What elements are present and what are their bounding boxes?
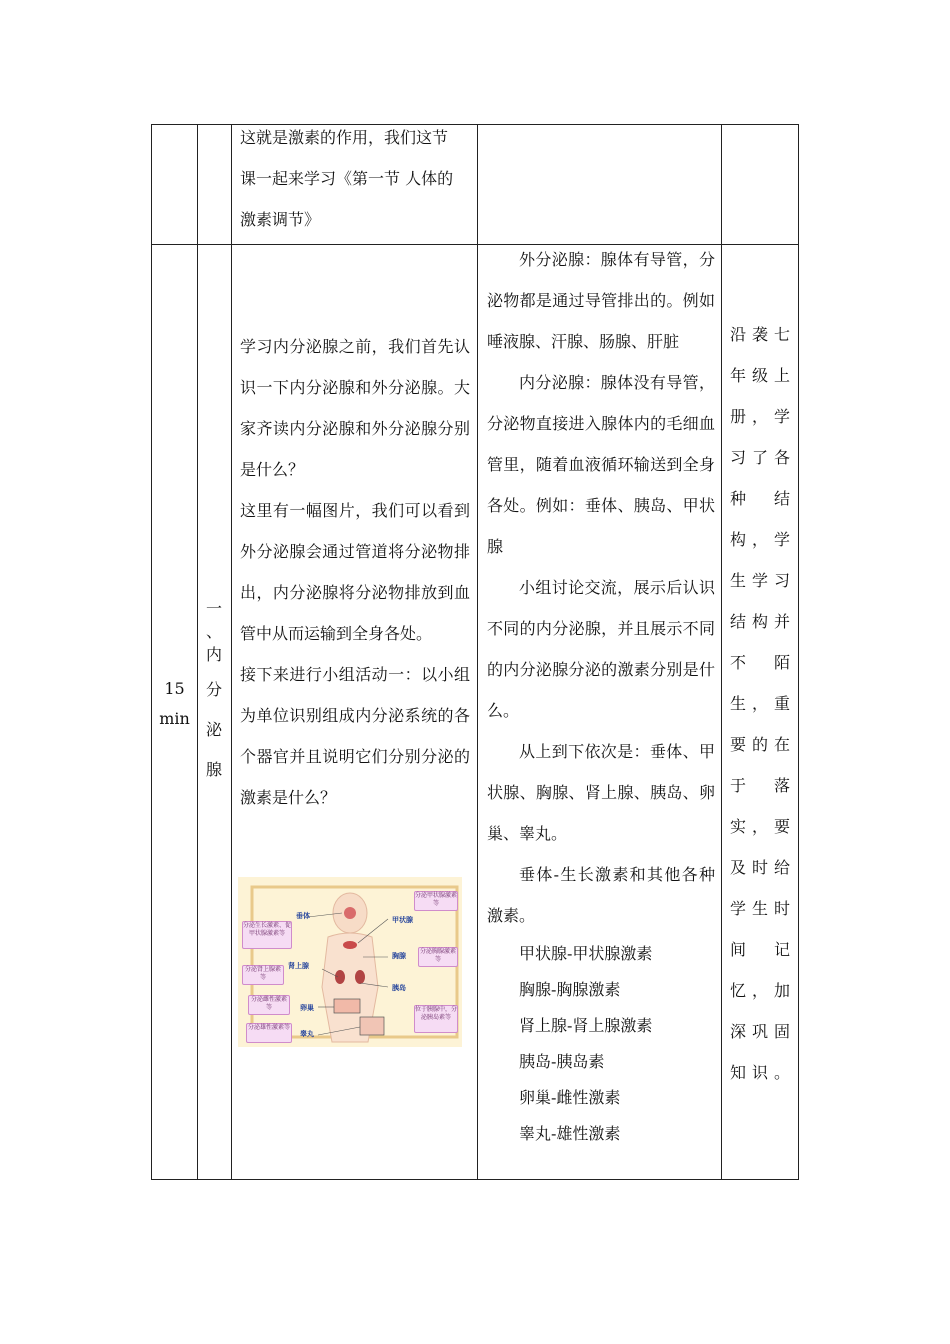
note-line: 年级上 [730,366,790,385]
note-line: 生，重 [730,694,790,713]
section-char: 泌 [205,720,222,739]
figure-label: 垂体 [296,912,310,920]
figure-callout: 分泌雌性激素等 [248,995,290,1015]
row1-content-cell [240,117,472,240]
note-line: 知识。 [730,1063,790,1082]
note-line: 生学习 [730,571,790,590]
figure-label: 甲状腺 [392,916,413,924]
endocrine-system-figure [238,877,462,1047]
student-paragraph: 从上到下依次是：垂体、甲状腺、胸腺、肾上腺、胰岛、卵巢、睾丸。 [487,742,715,843]
section-char: 内 [205,645,222,664]
note-line: 深巩固 [730,1022,790,1041]
teacher-paragraph: 学习内分泌腺之前，我们首先认识一下内分泌腺和外分泌腺。大家齐读内分泌腺和外分泌腺分别是什么？ [240,337,470,479]
figure-callout: 位于胰腺中，分泌胰岛素等 [414,1005,458,1033]
note-line: 间 记 [730,940,790,959]
student-activity-cell [487,239,715,1152]
teacher-activity-cell [240,326,470,818]
figure-callout: 分泌胸腺激素等 [418,947,458,967]
note-line: 册，学 [730,407,790,426]
student-paragraph: 小组讨论交流，展示后认识不同的内分泌腺，并且展示不同的内分泌腺分泌的激素分别是什么。 [487,578,715,720]
figure-callout: 分泌生长激素、促甲状腺激素等 [242,921,292,949]
note-line: 学生时 [730,899,790,918]
hormone-item: 胸腺-胸腺激素 [519,980,621,999]
section-title [197,594,231,790]
student-paragraph: 垂体-生长激素和其他各种激素。 [487,865,715,925]
note-line: 忆，加 [730,981,790,1000]
note-line: 实，要 [730,817,790,836]
time-unit: min [159,709,190,728]
section-char: 一 [205,599,222,618]
time-cell [152,674,197,734]
hormone-item: 卵巢-雌性激素 [519,1088,621,1107]
section-char: 、 [205,622,222,641]
note-line: 及时给 [730,858,790,877]
figure-callout: 分泌雄性激素等 [246,1023,292,1043]
hormone-item: 肾上腺-肾上腺激素 [519,1016,653,1035]
hormone-list [487,936,715,1152]
content-line: 这就是激素的作用，我们这节 [240,128,449,147]
note-line: 种 结 [730,489,790,508]
note-line: 构，学 [730,530,790,549]
section-char: 分 [205,680,222,699]
note-line: 于 落 [730,776,790,795]
content-line: 课一起来学习《第一节 人体的 [240,169,454,188]
hormone-item: 睾丸-雄性激素 [519,1124,621,1143]
content-line: 激素调节》 [240,210,321,229]
time-value: 15 [164,679,185,698]
figure-label: 睾丸 [300,1030,314,1038]
note-line: 结构并 [730,612,790,631]
col-divider [721,125,722,1179]
figure-callout: 分泌甲状腺激素等 [414,891,458,911]
figure-label: 胸腺 [392,952,406,960]
col-divider [477,125,478,1179]
section-char: 腺 [205,760,222,779]
student-paragraph: 外分泌腺：腺体有导管，分泌物都是通过导管排出的。例如唾液腺、汗腺、肠腺、肝脏 [487,250,715,351]
hormone-item: 胰岛-胰岛素 [519,1052,605,1071]
figure-label: 胰岛 [392,984,406,992]
hormone-item: 甲状腺-甲状腺激素 [519,944,653,963]
figure-callout: 分泌肾上腺素等 [242,965,284,985]
note-line: 不 陌 [730,653,790,672]
student-paragraph: 内分泌腺：腺体没有导管，分泌物直接进入腺体内的毛细血管里，随着血液循环输送到全身各处。例如：垂体、胰岛、甲状腺 [487,373,715,556]
teacher-paragraph: 这里有一幅图片，我们可以看到外分泌腺会通过管道将分泌物排出，内分泌腺将分泌物排放到血管中从而运输到全身各处。 [240,501,470,643]
figure-label: 肾上腺 [288,962,309,970]
figure-label: 卵巢 [300,1004,314,1012]
col-divider [231,125,232,1179]
note-line: 沿袭七 [730,325,790,344]
design-notes-cell [730,314,790,1093]
note-line: 要的在 [730,735,790,754]
note-line: 习了各 [730,448,790,467]
teacher-paragraph: 接下来进行小组活动一：以小组为单位识别组成内分泌系统的各个器官并且说明它们分别分泌的激素是什么？ [240,665,470,807]
